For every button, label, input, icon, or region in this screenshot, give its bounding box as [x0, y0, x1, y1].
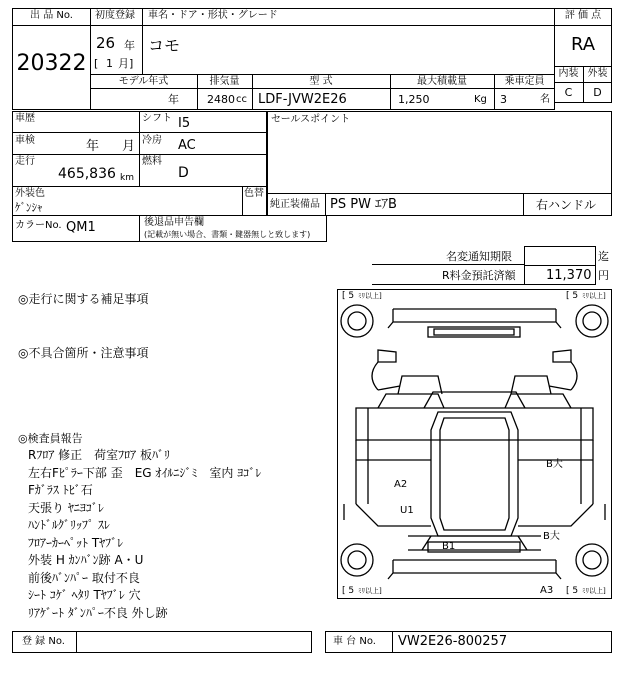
- shift-value: I5: [178, 116, 191, 131]
- interior-label: 内装: [558, 68, 579, 79]
- car-name-label: 車名・ドア・形状・グレード: [148, 10, 278, 21]
- color-no-label: カラーNo.: [15, 220, 62, 231]
- inspection-month-unit: 月: [122, 139, 136, 154]
- inspector-note: 左右Fﾋﾟﾗｰ下部 歪 EG ｵｲﾙﾆｼﾞﾐ 室内 ﾖｺﾞﾚ: [28, 465, 262, 480]
- defect-title: ◎不具合箇所・注意事項: [18, 346, 149, 360]
- steering-value: 右ハンドル: [536, 198, 597, 212]
- lot-label: 出 品 No.: [30, 10, 73, 21]
- inspector-note: Rﾌﾛｱ 修正 荷室ﾌﾛｱ 板ﾊﾞﾘ: [28, 448, 170, 462]
- lot-number: 20322: [16, 51, 87, 76]
- mark-a2: A2: [394, 479, 408, 490]
- capacity-value: 3: [500, 93, 507, 106]
- fuel-value: D: [178, 165, 189, 181]
- ac-value: AC: [178, 138, 196, 153]
- name-change-unit: 迄: [598, 250, 609, 263]
- sales-point-label: セールスポイント: [271, 114, 351, 125]
- capacity-label: 乗車定員: [504, 76, 545, 87]
- inspector-note: ﾘｱｹﾞｰﾄ ﾀﾞﾝﾊﾟｰ不良 外し跡: [28, 605, 168, 620]
- after-label: 後退品申告欄: [144, 217, 204, 228]
- first-reg-month-open: [: [94, 57, 99, 70]
- inspector-note: ｼｰﾄ ｺｹﾞ ﾍﾀﾘ Tﾔﾌﾞﾚ 穴: [28, 588, 141, 602]
- inspector-note: Fｶﾞﾗｽ ﾄﾋﾞ石: [28, 483, 93, 497]
- ac-label: 冷房: [142, 135, 162, 146]
- model-year-label: モデル年式: [118, 76, 169, 87]
- first-reg-year-unit: 年: [124, 39, 135, 52]
- first-reg-label: 初度登録: [95, 10, 135, 21]
- mark-u1: U1: [400, 505, 414, 516]
- recycle-unit: 円: [598, 269, 609, 282]
- rating-value: RA: [570, 34, 596, 55]
- mark-b-side-bottom: B大: [543, 531, 560, 542]
- after-note: (記載が無い場合、書類・鍵器無しと致します): [144, 230, 311, 239]
- tire-tr-unit: ﾐﾘ以上]: [582, 292, 606, 300]
- chassis-label: 車 台 No.: [333, 636, 376, 647]
- mark-b1: B1: [442, 541, 456, 552]
- car-diagram: [337, 289, 612, 599]
- car-name: コモ: [148, 36, 181, 55]
- recycle-label: R料金預託済額: [442, 269, 516, 282]
- mileage-value: 465,836: [58, 166, 116, 182]
- tire-tr-label: [ 5: [566, 291, 579, 301]
- exterior-grade: D: [593, 86, 602, 99]
- rating-label: 評 価 点: [564, 10, 602, 21]
- inspector-note: 前後ﾊﾞﾝﾊﾟｰ 取付不良: [28, 570, 140, 585]
- model-year-unit: 年: [168, 93, 179, 106]
- history-label: 車歴: [15, 113, 35, 124]
- tire-br-unit: ﾐﾘ以上]: [582, 587, 606, 595]
- inspector-note: ﾊﾝﾄﾞﾙｸﾞﾘｯﾌﾟ ｽﾚ: [28, 518, 110, 532]
- first-reg-year: 26: [96, 34, 116, 52]
- displacement-unit: cc: [236, 94, 247, 105]
- chassis-value: VW2E26-800257: [398, 634, 508, 649]
- mark-a3: A3: [540, 585, 554, 596]
- inspector-note: 天張り ﾔﾆﾖｺﾞﾚ: [28, 500, 104, 515]
- exterior-label: 外装: [587, 68, 608, 79]
- type-value: LDF-JVW2E26: [258, 92, 347, 107]
- color-no-value: QM1: [66, 220, 96, 235]
- type-label: 型 式: [309, 76, 333, 87]
- mark-b-side-top: B大: [546, 459, 563, 470]
- capacity-unit: 名: [540, 94, 550, 105]
- ext-color-box: [12, 186, 267, 216]
- tire-br-label: [ 5: [566, 586, 579, 596]
- interior-grade: C: [564, 86, 573, 99]
- fuel-label: 燃料: [142, 156, 162, 167]
- displacement-label: 排気量: [209, 76, 240, 87]
- displacement-value: 2480: [207, 93, 235, 106]
- inspector-note: ﾌﾛｱｰｶｰﾍﾟｯﾄ Tﾔﾌﾞﾚ: [28, 535, 124, 550]
- name-change-label: 名変通知期限: [446, 250, 512, 263]
- mileage-unit: km: [120, 173, 134, 183]
- equipment-value: PS PW ｴｱB: [330, 197, 397, 212]
- inspection-label: 車検: [15, 135, 35, 146]
- recycle-value: 11,370: [546, 268, 592, 283]
- tire-bl-unit: ﾐﾘ以上]: [358, 587, 382, 595]
- name-change-box: [524, 246, 596, 266]
- max-load-value: 1,250: [398, 93, 430, 106]
- tire-tl-unit: ﾐﾘ以上]: [358, 292, 382, 300]
- first-reg-month: 1: [106, 57, 113, 70]
- ext-color-label: 外装色: [15, 188, 45, 199]
- inspector-title: ◎検査員報告: [18, 432, 83, 445]
- first-reg-month-unit: 月]: [118, 57, 134, 70]
- shift-label: シフト: [142, 113, 172, 124]
- inspection-year-unit: 年: [86, 139, 100, 154]
- genuine-label: 純正装備品: [270, 199, 320, 210]
- tire-tl-label: [ 5: [342, 291, 355, 301]
- ext-color-value: ｹﾞﾝｼｬ: [15, 201, 43, 214]
- supp-title: ◎走行に関する補足事項: [18, 292, 149, 306]
- mileage-label: 走行: [15, 156, 35, 167]
- max-load-label: 最大積載量: [417, 76, 467, 87]
- max-load-unit: Kg: [474, 94, 487, 105]
- color-change-label: 色替: [244, 188, 264, 199]
- reg-no-label: 登 録 No.: [22, 636, 65, 647]
- inspector-note: 外装 H ｶﾝﾊﾞﾝ跡 A・U: [28, 553, 144, 567]
- tire-bl-label: [ 5: [342, 586, 355, 596]
